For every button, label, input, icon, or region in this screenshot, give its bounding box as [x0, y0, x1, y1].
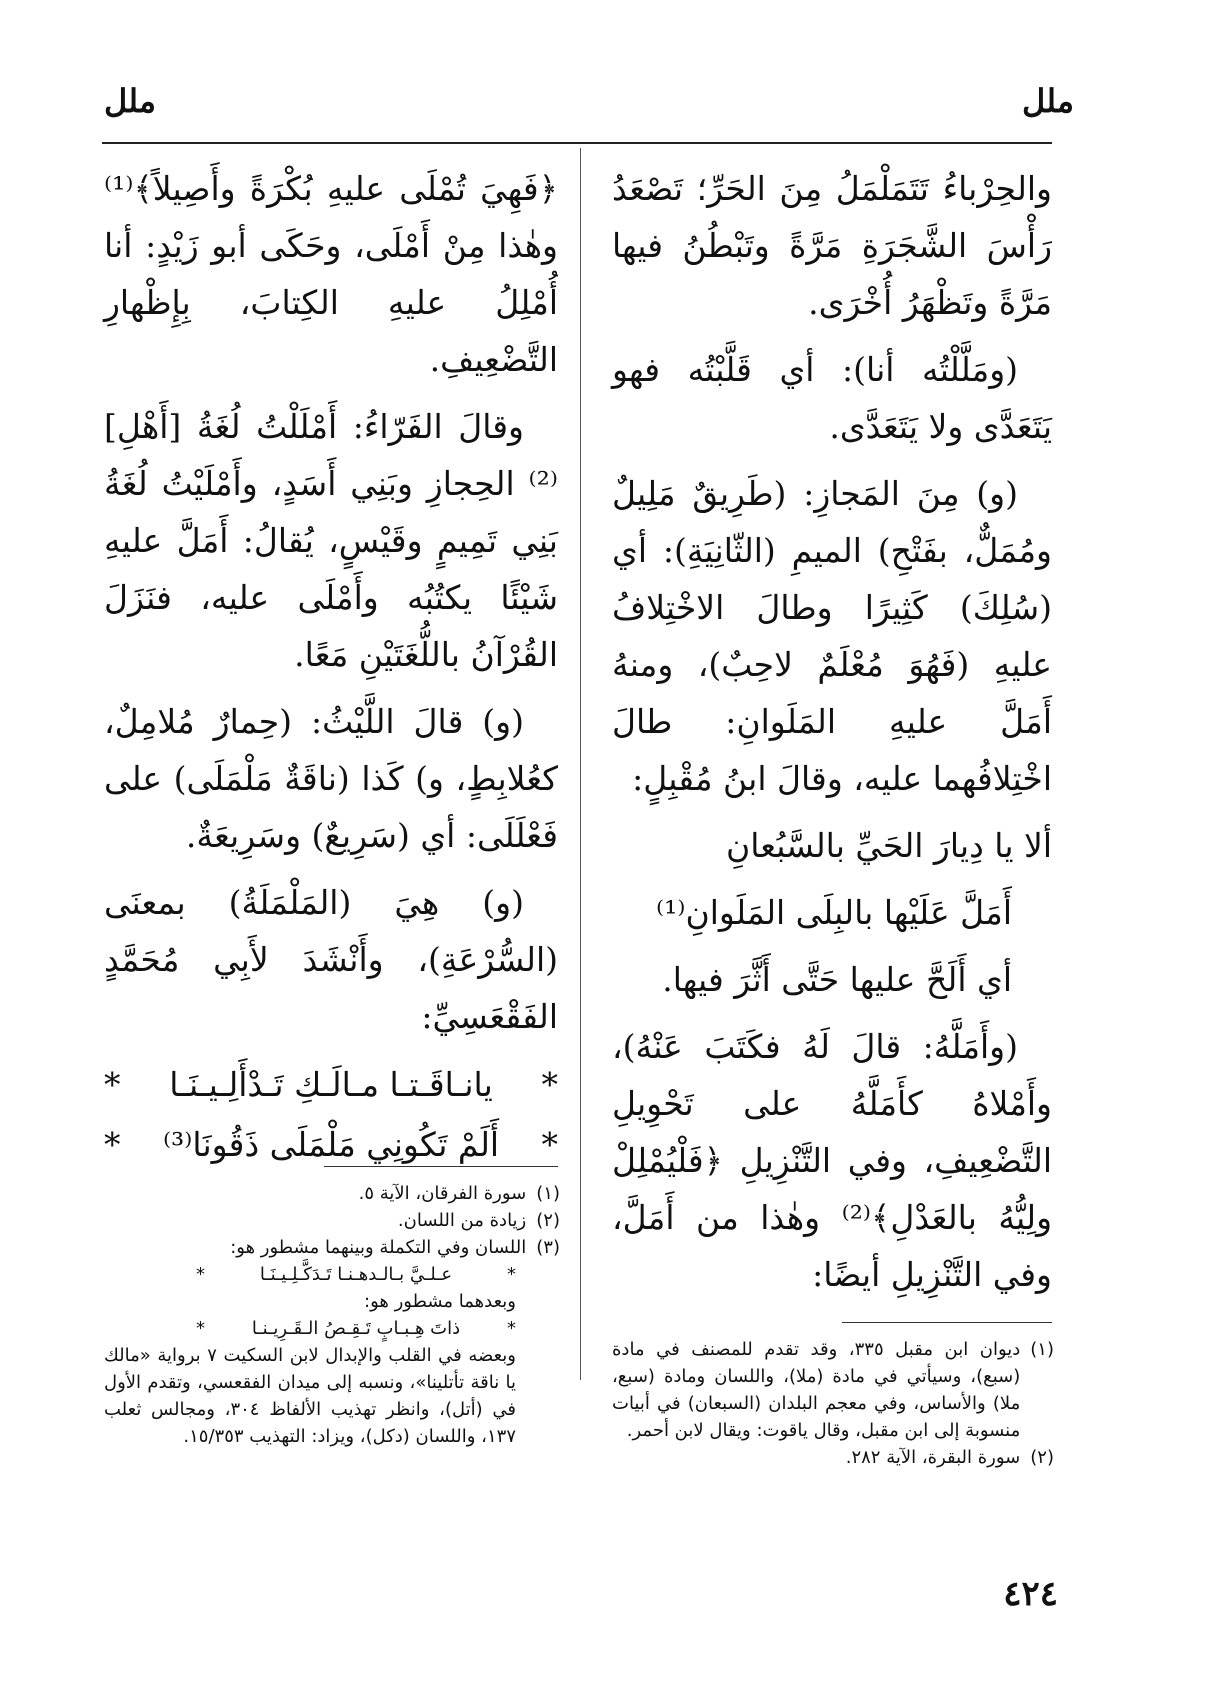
footnote-text: وبعدهما مشطور هو:	[364, 1291, 516, 1312]
paragraph: (ومَلَّلْتُه أنا): أي قَلَّبْتُه فهو يَتَعَدَّى ولا يَتَعَدَّى.	[612, 350, 1052, 446]
footnote-text: اللسان وفي التكملة وبينهما مشطور هو:	[230, 1237, 527, 1258]
star-marker: *	[541, 1125, 558, 1164]
footnote-number: (١)	[1030, 1339, 1054, 1360]
footnote-text: زيادة من اللسان.	[397, 1210, 527, 1231]
footnote-number: (١)	[536, 1183, 560, 1204]
footnote	[612, 1444, 1054, 1471]
verse-line: ألا يا دِيارَ الحَيِّ بالسَّبُعانِ	[726, 826, 1052, 865]
footnotes-left	[104, 1180, 560, 1450]
verse-text: ذاتَ هِـبـابٍ تَـقِـصُ الـقَـرِيـنـا	[251, 1318, 461, 1339]
header-rule	[102, 142, 1052, 144]
left-column	[104, 160, 558, 1175]
verse-line	[104, 1055, 558, 1115]
paragraph: وقالَ الفَرّاءُ: أَمْلَلْتُ لُغَةُ [أَهْلِ]⁽²⁾ الحِجازِ وبَنِي أَسَدٍ، وأَمْلَيْتُ لُغَةُ بَنِي تَمِيمٍ وقَيْسٍ، يُقالُ: أَمَلَّ عليهِ شَيْئًا يكتُبُه وأَمْلَى عليه، فنَزَلَ القُرْآنُ باللُّغَتَيْنِ مَعًا.	[104, 407, 558, 674]
star-marker: *	[104, 1065, 121, 1104]
footnote	[104, 1234, 560, 1261]
footnote-text: سورة الفرقان، الآية ٥.	[358, 1183, 527, 1204]
footnote	[104, 1207, 560, 1234]
footnote-number: (٣)	[536, 1237, 560, 1258]
star-marker: *	[541, 1065, 558, 1104]
paragraph: (و) هِيَ (المَلْمَلَةُ) بمعنَى (السُّرْعَةِ)، وأَنْشَدَ لأَبِي مُحَمَّدٍ الفَقْعَسِيِّ:	[104, 883, 558, 1036]
column-divider	[580, 148, 581, 1380]
footnote-text: وبعضه في القلب والإبدال لابن السكيت ٧ برواية «مالك يا ناقة تأتلينا»، ونسبه إلى ميدان الفقعسي، وتقدم الأول في (أتل)، وانظر تهذيب الألفاظ ٣٠٤، ومجالس ثعلب ١٣٧، واللسان (دكل)، ويزاد: التهذيب ١٥/٣٥٣.	[104, 1345, 516, 1447]
footnote	[104, 1180, 560, 1207]
footnote-text: سورة البقرة، الآية ٢٨٢.	[845, 1447, 1021, 1468]
page-number: ٤٢٤	[1003, 1574, 1058, 1614]
paragraph: ﴿فَهِيَ تُمْلَى عليهِ بُكْرَةً وأَصِيلاً﴾⁽¹⁾ وهٰذا مِنْ أَمْلَى، وحَكَى أبو زَيْدٍ: أنا أُمْلِلُ عليهِ الكِتابَ، بِإِظْهارِ التَّضْعِيفِ.	[104, 169, 558, 379]
paragraph: (و) مِنَ المَجازِ: (طَرِيقٌ مَلِيلٌ ومُمَلٌّ، بفَتْحِ) الميمِ (الثّانِيَةِ): أي (سُلِكَ) كَثِيرًا وطالَ الاخْتِلافُ عليهِ (فَهُوَ مُعْلَمٌ لاحِبٌ)، ومنهُ أَمَلَّ عليهِ المَلَوانِ: طالَ اخْتِلافُهما عليه، وقالَ ابنُ مُقْبِلٍ:	[612, 474, 1052, 798]
star-marker: *	[104, 1125, 121, 1164]
footnote-rule	[324, 1166, 558, 1167]
verse-line: أَمَلَّ عَلَيْها بالبِلَى المَلَوانِ⁽¹⁾	[656, 893, 1012, 932]
verse-text: يانـاقَـتـا مـالَـكِ تَـدْأَلِـيـنَـا	[169, 1065, 493, 1104]
footnote-verse	[196, 1261, 560, 1288]
right-column	[612, 160, 1052, 1313]
star-marker: *	[196, 1318, 206, 1339]
verse-text: عـلـيَّ بـالـدهـنـا تَـدَكَّـلِـيـنَـا	[259, 1264, 453, 1285]
footnote-rule	[842, 1322, 1052, 1323]
paragraph: والحِرْباءُ تَتَمَلْمَلُ مِنَ الحَرِّ؛ تَصْعَدُ رَأْسَ الشَّجَرَةِ مَرَّةً وتَبْطُنُ فيها مَرَّةً وتَظْهَرُ أُخْرَى.	[612, 169, 1052, 322]
footnote-text: ديوان ابن مقبل ٣٣٥، وقد تقدم للمصنف في مادة (سبع)، وسيأتي في مادة (ملا)، واللسان ومادة (سبع، ملا) والأساس، وفي معجم البلدان (السبعان) في أبيات منسوبة إلى ابن مقبل، وقال ياقوت: ويقال لابن أحمر.	[612, 1339, 1021, 1441]
footnote-number: (٢)	[536, 1210, 560, 1231]
star-marker: *	[507, 1318, 516, 1339]
footnote	[612, 1336, 1054, 1444]
paragraph: (وأَمَلَّهُ: قالَ لَهُ فكَتَبَ عَنْهُ)، وأَمْلاهُ كأَمَلَّهُ على تَحْوِيلِ التَّضْعِيفِ، وفي التَّنْزِيلِ ﴿فَلْيُمْلِلْ ولِيُّهُ بالعَدْلِ﴾⁽²⁾ وهٰذا من أَمَلَّ، وفي التَّنْزِيلِ أيضًا:	[612, 1027, 1053, 1294]
footnote-number: (٢)	[1030, 1447, 1054, 1468]
running-header-right: ملل	[1022, 82, 1074, 120]
paragraph: (و) قالَ اللَّيْثُ: (حِمارٌ مُلامِلٌ، كعُلابِطٍ، و) كَذا (ناقَةٌ مَلْمَلَى) على فَعْلَلَى: أي (سَرِيعٌ) وسَرِيعَةٌ.	[104, 702, 558, 855]
star-marker: *	[507, 1264, 516, 1285]
running-header-left: ملل	[104, 82, 156, 120]
verse-text: أَلَمْ تَكُونِي مَلْمَلَى ذَقُونَا⁽³⁾	[162, 1125, 500, 1164]
star-marker: *	[196, 1264, 206, 1285]
footnote-verse	[196, 1315, 560, 1342]
paragraph: أي أَلَحَّ عليها حَتَّى أَثَّرَ فيها.	[662, 960, 1012, 999]
footnotes-right	[612, 1336, 1054, 1471]
